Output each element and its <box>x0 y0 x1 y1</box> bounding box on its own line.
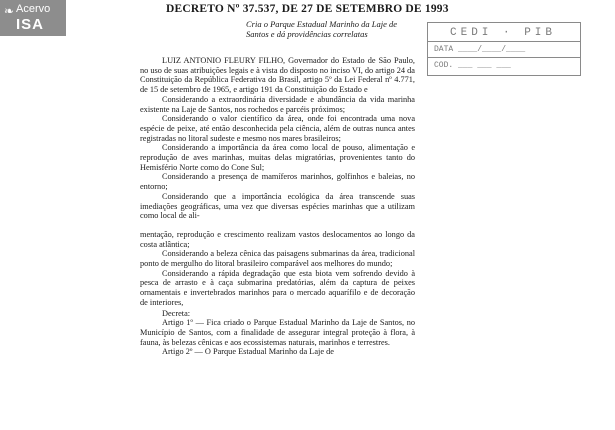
intro-paragraph: LUIZ ANTONIO FLEURY FILHO, Governador do Estado de São Paulo, no uso de suas atribuições legais e à vista do disposto no inciso VI, do artigo 24 da Constituição da República Federativa do Brasil, artigo 5º da Lei Federal nº 4.771, de 15 de setembro de 1965, e artigo 191 da Constituição do Estado e <box>140 56 415 95</box>
considerando-paragraph: Considerando a importância da área como local de pouso, alimentação e reprodução de aves marinhas, muitas delas migratórias, provenientes tanto do Hemisfério Norte como do Cone Sul; <box>140 143 415 172</box>
stamp-line-1: CEDI · PIB <box>450 27 557 39</box>
badge-line-1: Acervo <box>16 3 51 15</box>
stamp-line-3: COD. ___ ___ ___ <box>434 61 511 70</box>
decree-title: DECRETO Nº 37.537, DE 27 DE SETEMBRO DE 1993 <box>166 3 449 15</box>
considerando-paragraph: Considerando a extraordinária diversidade e abundância da vida marinha existente na Laje de Santos, nos rochedos e parcéis próximos; <box>140 94 415 114</box>
considerando-paragraph: Considerando o valor científico da área, onde foi encontrada uma nova espécie de peixe, até então desconhecida pela ciência, além de outras nunca antes registradas no litoral sudeste e mesmo nos mares brasileiros; <box>140 114 415 143</box>
acervo-isa-badge <box>0 0 66 36</box>
archive-stamp <box>427 22 581 76</box>
considerando-paragraph: Considerando a beleza cênica das paisagens submarinas da área, tradicional ponto de mergulho do litoral brasileiro comparável aos melhores do mundo; <box>140 249 415 269</box>
leaf-icon: ❧ <box>4 4 15 18</box>
continuation-paragraph: mentação, reprodução e crescimento realizam vastos deslocamentos ao longo da costa atlântica; <box>140 229 415 249</box>
decree-ementa: Cria o Parque Estadual Marinho da Laje de Santos e dá providências correlatas <box>246 19 398 39</box>
considerando-paragraph: Considerando a rápida degradação que esta biota vem sofrendo devido à pesca de arrasto e à caça submarina predatórias, além da captura de peixes ornamentais e invertebrados marinhos para o mercado aquarífilo e de decoração de interiores, <box>140 268 415 307</box>
article-1: Artigo 1º — Fica criado o Parque Estadual Marinho da Laje de Santos, no Município de Santos, com a finalidade de assegurar integral proteção à flora, à fauna, às belezas cênicas e aos ecossistemas naturais, marinhos e terrestres. <box>140 318 415 347</box>
considerando-paragraph: Considerando que a importância ecológica da área transcende suas imediações geográficas, uma vez que diversas espécies marinhas que a utilizam como local de ali- <box>140 191 415 221</box>
stamp-divider <box>428 57 580 58</box>
considerando-paragraph: Considerando a presença de mamíferos marinhos, golfinhos e baleias, no entorno; <box>140 172 415 192</box>
stamp-divider <box>428 41 580 42</box>
decreta-line: Decreta: <box>162 308 191 318</box>
article-2: Artigo 2º — O Parque Estadual Marinho da Laje de <box>162 347 334 357</box>
stamp-line-2: DATA ____/____/____ <box>434 45 526 54</box>
badge-line-2: ISA <box>16 16 45 33</box>
decree-body <box>140 56 415 357</box>
